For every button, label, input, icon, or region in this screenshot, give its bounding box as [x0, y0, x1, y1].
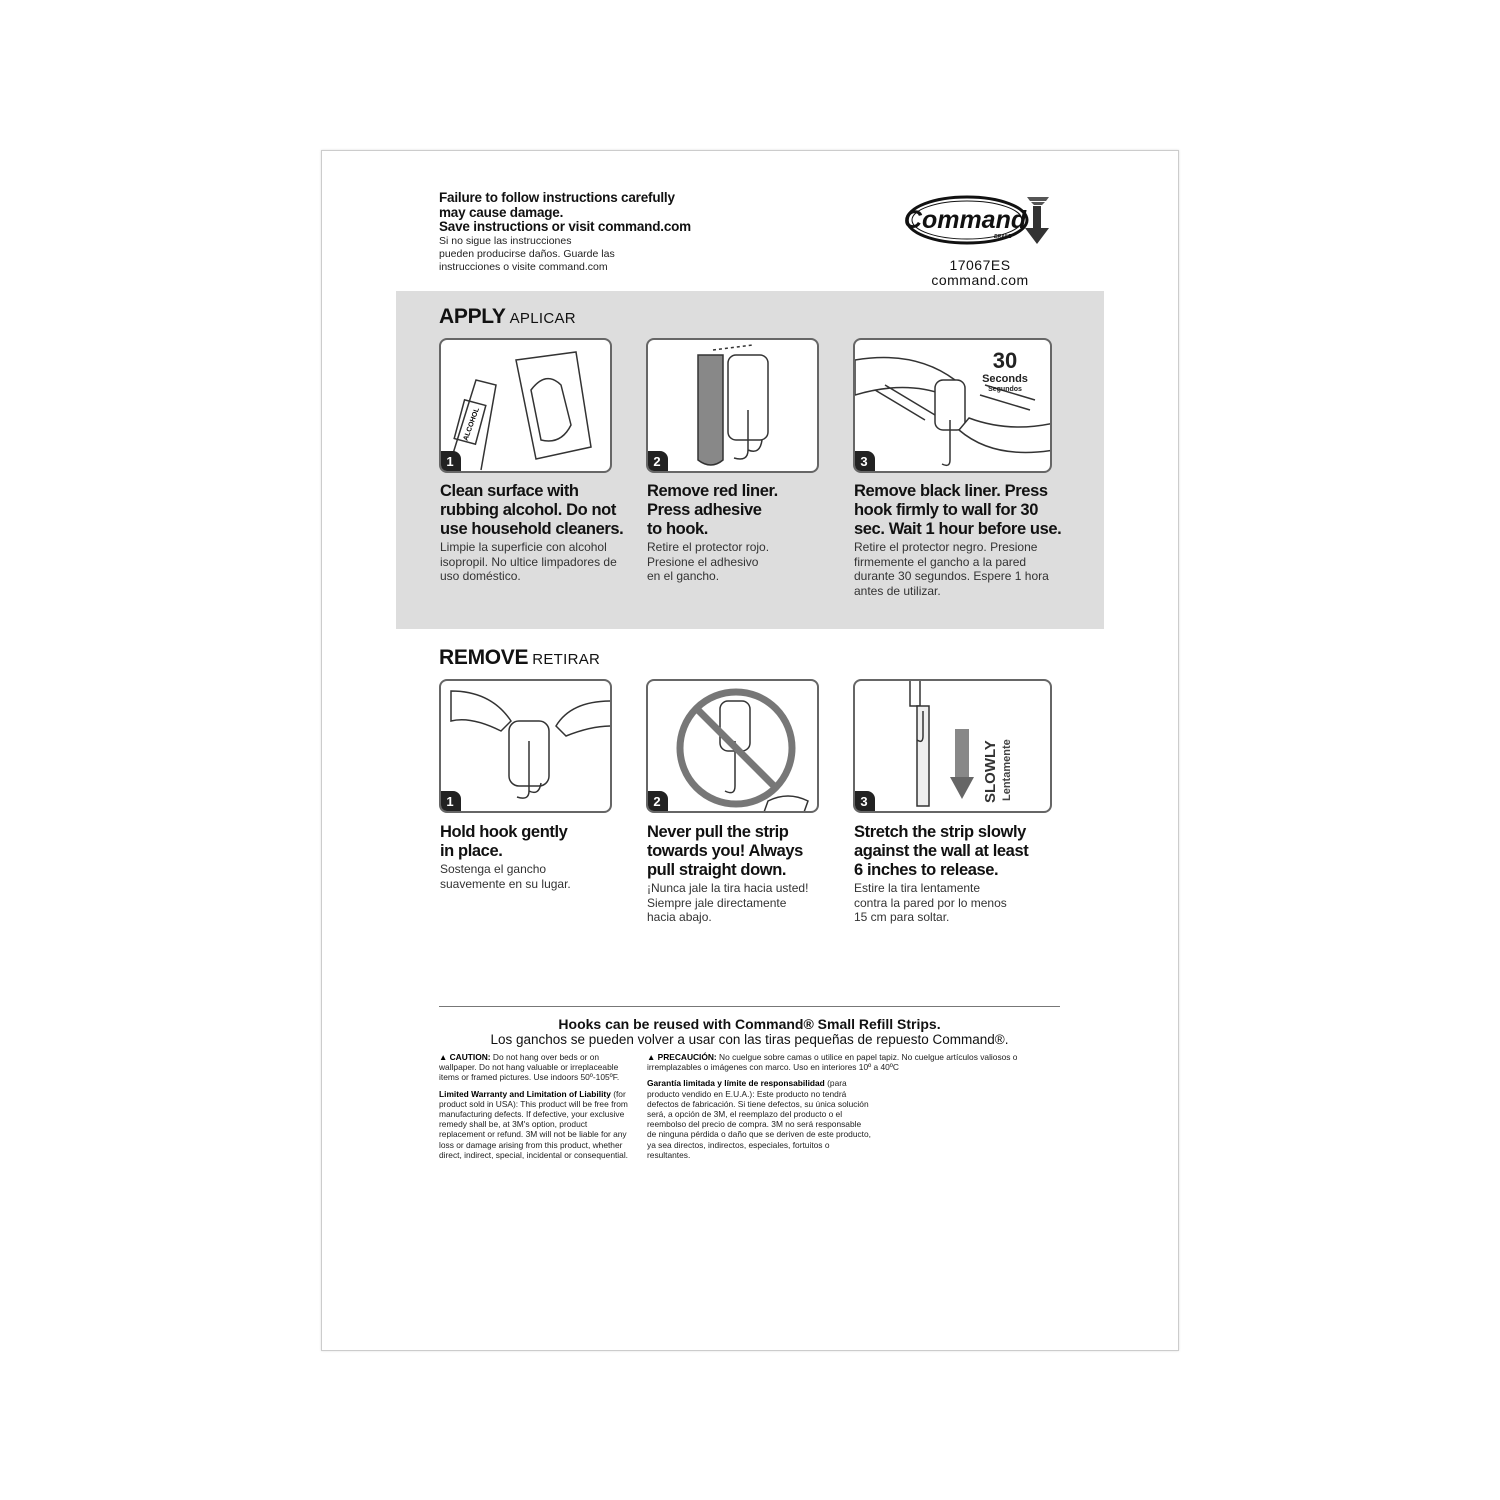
text-line: firmemente el gancho a la pared — [854, 554, 1027, 569]
step-number-badge: 2 — [646, 451, 668, 473]
text-line: in place. — [440, 842, 503, 860]
text-line: towards you! Always — [647, 842, 803, 860]
apply-heading — [439, 305, 576, 329]
remove-step-1-illustration — [439, 679, 612, 813]
hold-hook-icon — [441, 681, 612, 813]
text-line: 15 cm para soltar. — [854, 910, 950, 924]
apply-title-es: APLICAR — [509, 310, 576, 327]
warning-line: Failure to follow instructions carefully — [439, 190, 675, 205]
text-line: pull straight down. — [647, 861, 787, 879]
text-line: sec. Wait 1 hour before use. — [854, 520, 1062, 538]
text-line: BRAND — [993, 234, 1013, 240]
text-line: (for product sold in USA): This product will be free from manufacturing defects. If defective, your exclusive remedy shall be, at 3M's option, product replacement or refund. 3M will not be liable for any loss or damage arising from this product, whether direct, indirect, special, incidental or consequential. — [439, 1088, 629, 1160]
text-line: use household cleaners. — [440, 520, 624, 538]
apply-step-1-illustration — [439, 338, 612, 473]
text-line: SLOWLY — [982, 740, 999, 803]
warning-line: Save instructions or visit command.com — [439, 219, 691, 234]
text-line: Retire el protector rojo. — [647, 540, 770, 554]
text-line: Estire la tira lentamente — [854, 881, 981, 895]
remove-step-2-text — [647, 823, 847, 925]
apply-step-2-illustration — [646, 338, 819, 473]
warning-line: Si no sigue las instrucciones — [439, 235, 572, 247]
product-code: 17067ES — [949, 257, 1011, 273]
text-line: rubbing alcohol. Do not — [440, 501, 616, 519]
apply-step-3-text — [854, 482, 1069, 598]
warning-line: may cause damage. — [439, 204, 564, 220]
command-logo — [905, 192, 1055, 247]
text-line: Never pull the strip — [647, 823, 789, 841]
reuse-es: Los ganchos se pueden volver a usar con las tiras pequeñas de repuesto Command®. — [490, 1032, 1009, 1047]
apply-step-3-illustration — [853, 338, 1052, 473]
text-line: Command — [905, 206, 1027, 234]
reuse-en: Hooks can be reused with Command® Small Refill Strips. — [558, 1016, 941, 1032]
caution-english: ▲ CAUTION: Do not hang over beds or on wallpaper. Do not hang valuable or irreplaceable items or framed pictures. Use indoors 50º-105ºF. Limited Warranty and Limitation of Liability (for product sold in USA): This product will be free from manufacturing defects. If defective, your exclusive remedy shall be, at 3M's option, product replacement or refund. 3M will not be liable for any loss or damage arising from this product, whether direct, indirect, special, incidental or consequential. — [439, 1052, 629, 1160]
text-line: hook firmly to wall for 30 — [854, 501, 1038, 519]
step-number-badge: 3 — [853, 451, 875, 473]
text-line: Lentamente — [1001, 739, 1013, 801]
text-line: Do not hang over beds or on wallpaper. Do not hang valuable or irreplaceable items or framed pictures. Use indoors 50º-105ºF. — [439, 1052, 620, 1083]
text-line: 30 — [992, 348, 1018, 373]
apply-step-1-text — [440, 482, 640, 584]
reuse-note — [439, 1017, 1060, 1047]
apply-step-2-text — [647, 482, 847, 584]
step-number-badge: 3 — [853, 791, 875, 813]
remove-step-2-illustration — [646, 679, 819, 813]
remove-title-es: RETIRAR — [532, 651, 601, 668]
remove-title: REMOVE — [439, 646, 529, 669]
no-pull-forward-icon — [648, 681, 819, 813]
warning-line: pueden producirse daños. Guarde las — [439, 248, 615, 260]
text-line: Segundos — [988, 386, 1022, 393]
text-line: PRECAUCIÓN: — [657, 1052, 717, 1062]
text-line: 6 inches to release. — [854, 861, 999, 879]
text-line: Hold hook gently — [440, 823, 568, 841]
remove-step-1-text — [440, 823, 640, 891]
divider — [439, 1006, 1060, 1007]
text-line: Press adhesive — [647, 501, 762, 519]
adhesive-strip-hook-icon — [648, 340, 819, 473]
press-hook-hands-icon — [855, 340, 1052, 473]
step-number-badge: 2 — [646, 791, 668, 813]
remove-step-3-text — [854, 823, 1069, 925]
text-line: Sostenga el gancho — [440, 862, 547, 876]
step-number-badge: 1 — [439, 451, 461, 473]
text-line: suavemente en su lugar. — [440, 876, 571, 891]
text-line: uso doméstico. — [440, 569, 521, 583]
alcohol-bottle-wipe-icon — [441, 340, 612, 473]
text-line: CAUTION: — [449, 1052, 491, 1062]
text-line: Stretch the strip slowly — [854, 823, 1026, 841]
text-line: hacia abajo. — [647, 910, 712, 924]
apply-title: APPLY — [439, 305, 506, 328]
text-line: No cuelgue sobre camas o utilice en papel tapiz. No cuelgue artículos valiosos o irremplazables o imágenes con marco. Uso en interiores 10º a 40ºC — [647, 1052, 1018, 1073]
text-line: Remove red liner. — [647, 482, 778, 500]
text-line: durante 30 segundos. Espere 1 hora — [854, 569, 1049, 583]
website-link[interactable]: command.com — [931, 272, 1029, 288]
text-line: Limited Warranty and Limitation of Liability — [439, 1088, 611, 1099]
warning-spanish — [439, 235, 615, 274]
warning-english — [439, 191, 691, 235]
text-line: antes de utilizar. — [854, 583, 941, 598]
text-line: Garantía limitada y límite de responsabilidad — [647, 1078, 825, 1089]
text-line: Limpie la superficie con alcohol — [440, 540, 607, 554]
text-line: Retire el protector negro. Presione — [854, 540, 1038, 554]
stretch-strip-down-icon — [855, 681, 1052, 813]
text-line: (para producto vendido en E.U.A.): Este producto no tendrá defectos de fabricación. Si tiene defectos, su única solución será, a opción de 3M, el reemplazo del producto o el reembolso del precio de compra. 3M no será responsable de ninguna pérdida o daño que se deriven de este producto, ya sea directos, indirectos, especiales, fortuitos o resultantes. — [647, 1078, 871, 1160]
text-line: Siempre jale directamente — [647, 895, 787, 910]
remove-step-3-illustration — [853, 679, 1052, 813]
text-line: contra la pared por lo menos — [854, 895, 1007, 910]
text-line: against the wall at least — [854, 842, 1029, 860]
remove-heading — [439, 646, 600, 670]
text-line: isopropil. No ultice limpadores de — [440, 554, 617, 569]
text-line: Clean surface with — [440, 482, 579, 500]
text-line: Seconds — [982, 373, 1028, 385]
text-line: en el gancho. — [647, 569, 720, 583]
text-line: Remove black liner. Press — [854, 482, 1048, 500]
product-code-block — [905, 258, 1055, 288]
text-line: ¡Nunca jale la tira hacia usted! — [647, 881, 809, 895]
text-line: Presione el adhesivo — [647, 554, 759, 569]
caution-spanish: ▲ PRECAUCIÓN: No cuelgue sobre camas o utilice en papel tapiz. No cuelgue artículos valiosos o irremplazables o imágenes con marco. Uso en interiores 10º a 40ºC Garantía limitada y límite de responsabilidad (para producto vendido en E.U.A.): Este producto no tendrá defectos de fabricación. Si tiene defectos, su única solución será, a opción de 3M, el reemplazo del producto o el reembolso del precio de compra. 3M no será responsable de ninguna pérdida o daño que se deriven de este producto, ya sea directos, indirectos, especiales, fortuitos o resultantes. — [647, 1052, 1018, 1160]
text-line: to hook. — [647, 520, 708, 538]
step-number-badge: 1 — [439, 791, 461, 813]
warning-line: instrucciones o visite command.com — [439, 261, 608, 273]
text-line: ALCOHOL — [462, 406, 481, 442]
